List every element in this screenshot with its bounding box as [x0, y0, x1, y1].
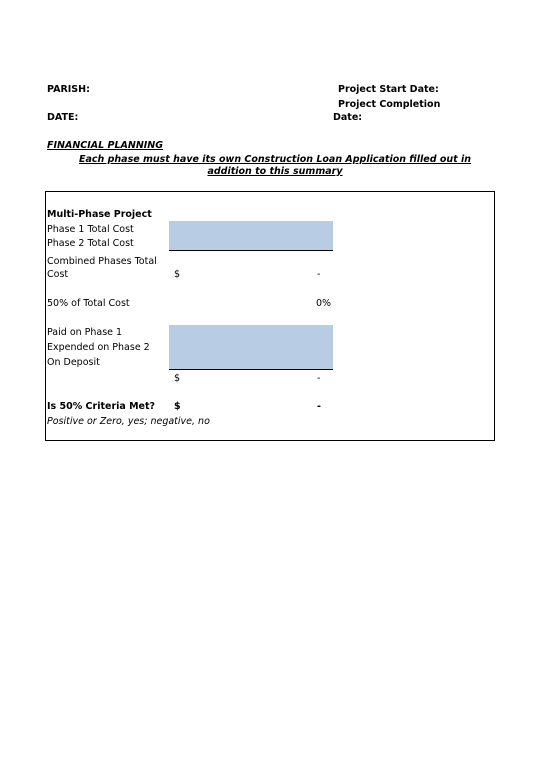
phase-2-total-cost-label: Phase 2 Total Cost [47, 238, 134, 249]
expended-phase-2-label: Expended on Phase 2 [47, 342, 150, 353]
payments-rule [169, 369, 333, 370]
combined-cost-label-line-1: Combined Phases Total [47, 256, 157, 267]
phase-1-total-cost-label: Phase 1 Total Cost [47, 224, 134, 235]
paid-phase-1-label: Paid on Phase 1 [47, 327, 123, 338]
date-label: DATE: [47, 112, 79, 123]
on-deposit-label: On Deposit [47, 357, 100, 368]
criteria-note: Positive or Zero, yes; negative, no [47, 416, 210, 427]
combined-cost-label-line-2: Cost [47, 269, 69, 280]
project-completion-label: Project Completion [338, 99, 441, 110]
combined-cost-value: - [317, 269, 321, 280]
section-title: FINANCIAL PLANNING [47, 140, 164, 151]
criteria-currency: $ [174, 401, 181, 412]
criteria-value: - [317, 401, 321, 412]
phase-costs-rule [169, 250, 333, 251]
payments-sum-currency: $ [174, 373, 181, 384]
half-cost-label: 50% of Total Cost [47, 298, 130, 309]
parish-label: PARISH: [47, 84, 90, 95]
section-note-line-2: addition to this summary [207, 166, 343, 177]
project-start-date-label: Project Start Date: [338, 84, 439, 95]
half-cost-value: 0% [316, 298, 332, 309]
payments-sum-value: - [317, 373, 321, 384]
payments-input-area[interactable] [169, 325, 333, 369]
phase-costs-input-area[interactable] [169, 221, 333, 250]
section-note-line-1: Each phase must have its own Construction Loan Application filled out in [79, 154, 471, 165]
combined-cost-currency: $ [174, 269, 181, 280]
project-completion-date-label: Date: [333, 112, 363, 123]
criteria-label: Is 50% Criteria Met? [47, 401, 156, 412]
table-heading: Multi-Phase Project [47, 209, 152, 220]
